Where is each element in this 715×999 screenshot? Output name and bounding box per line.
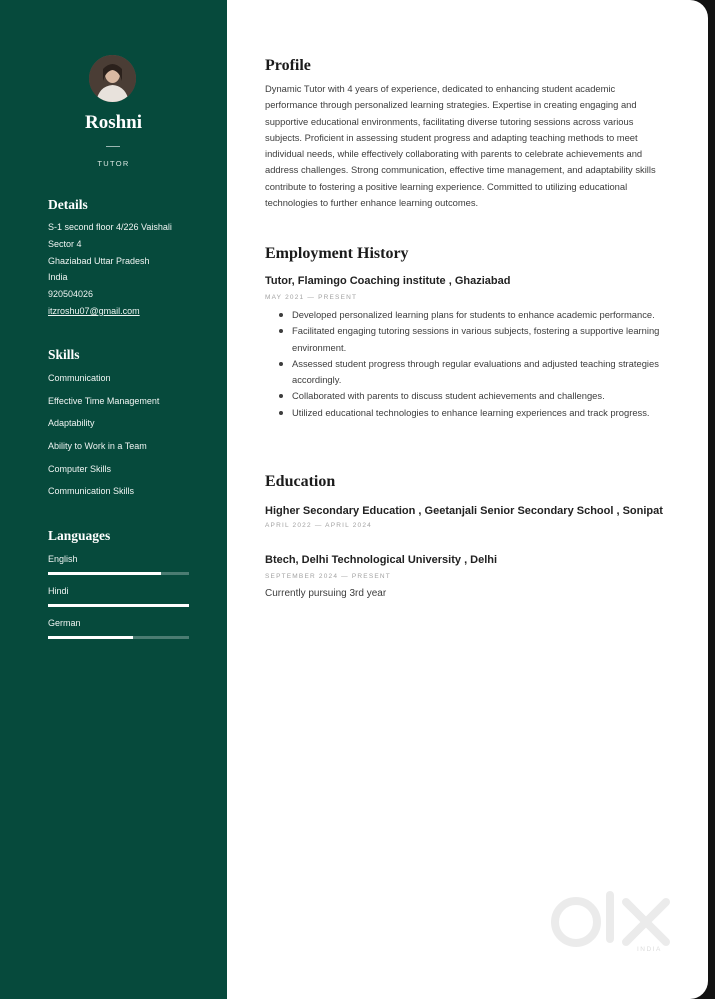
education-dates: APRIL 2022 — APRIL 2024 [265, 522, 372, 529]
list-item [292, 323, 692, 356]
education-heading: Education [265, 473, 336, 490]
language-level-fill [48, 572, 161, 575]
bullet-dot [279, 329, 283, 333]
education-title: Btech, Delhi Technological University , Delhi [265, 554, 498, 566]
bullet-dot [279, 394, 283, 398]
language-level-bar [48, 636, 189, 639]
watermark-region: INDIA [637, 946, 662, 953]
person-name: Roshni [84, 112, 143, 133]
language-name: German [48, 618, 81, 628]
skill-item: Adaptability [48, 418, 95, 428]
bullet-text: Utilized educational technologies to enhance learning experiences and track progress. [292, 406, 650, 418]
education-note: Currently pursuing 3rd year [265, 588, 387, 599]
skill-item: Effective Time Management [48, 396, 160, 406]
language-name: English [48, 554, 78, 564]
skill-item: Communication Skills [48, 486, 135, 496]
job-dates: MAY 2021 — PRESENT [265, 294, 358, 301]
list-item [292, 307, 692, 323]
language-level-bar [48, 604, 189, 607]
address-line-2: Sector 4 [48, 239, 82, 249]
language-name: Hindi [48, 586, 69, 596]
bullet-dot [279, 313, 283, 317]
list-item [292, 388, 692, 404]
language-level-bar [48, 572, 189, 575]
skill-item: Computer Skills [48, 464, 112, 474]
bullet-text: Developed personalized learning plans for students to enhance academic performance. [292, 309, 655, 320]
list-item [292, 405, 692, 421]
address-line-1: S-1 second floor 4/226 Vaishali [48, 222, 172, 232]
name-divider [106, 146, 120, 147]
list-item [292, 356, 692, 389]
job-title: Tutor, Flamingo Coaching institute , Ghaziabad [265, 275, 511, 287]
details-heading: Details [48, 197, 88, 212]
skill-item: Ability to Work in a Team [48, 441, 147, 451]
address-country: India [48, 272, 68, 282]
email-link[interactable]: itzroshu07@gmail.com [48, 306, 140, 316]
bullet-dot [279, 362, 283, 366]
bullet-text: Facilitated engaging tutoring sessions in various subjects, fostering a supportive learning environment. [292, 325, 660, 353]
employment-heading: Employment History [265, 245, 409, 262]
skill-item: Communication [48, 373, 111, 383]
job-bullets [265, 307, 692, 421]
bullet-text: Collaborated with parents to discuss student achievements and challenges. [292, 390, 605, 402]
language-level-fill [48, 604, 189, 607]
education-title: Higher Secondary Education , Geetanjali Senior Secondary School , Sonipat [265, 505, 663, 517]
person-title: TUTOR [97, 159, 130, 168]
avatar [89, 55, 136, 102]
sidebar [0, 0, 227, 999]
phone-number: 920504026 [48, 289, 94, 299]
languages-heading: Languages [48, 528, 111, 543]
skills-heading: Skills [48, 347, 80, 362]
bullet-text: Assessed student progress through regular evaluations and adjusted teaching strategies accordingly. [292, 357, 659, 386]
avatar-photo [89, 55, 136, 102]
bullet-dot [279, 411, 283, 415]
profile-summary: Dynamic Tutor with 4 years of experience, dedicated to enhancing student academic performance through personalized learning strategies. Expertise in creating engaging and supportive educational environments, facilitating diverse tutoring sessions across various subjects. Proficient in assessing student progress and adapting teaching methods to meet individual needs, while effectively collaborating with parents to celebrate achievements and address challenges. Strong communication, effective time management, and adaptability skills contribute to fostering a positive learning experience. Committed to utilizing educational technologies to further enhance learning outcomes. [265, 83, 656, 209]
address-line-3: Ghaziabad Uttar Pradesh [48, 256, 150, 266]
profile-heading: Profile [265, 57, 311, 74]
language-level-fill [48, 636, 133, 639]
education-dates: SEPTEMBER 2024 — PRESENT [265, 573, 391, 580]
